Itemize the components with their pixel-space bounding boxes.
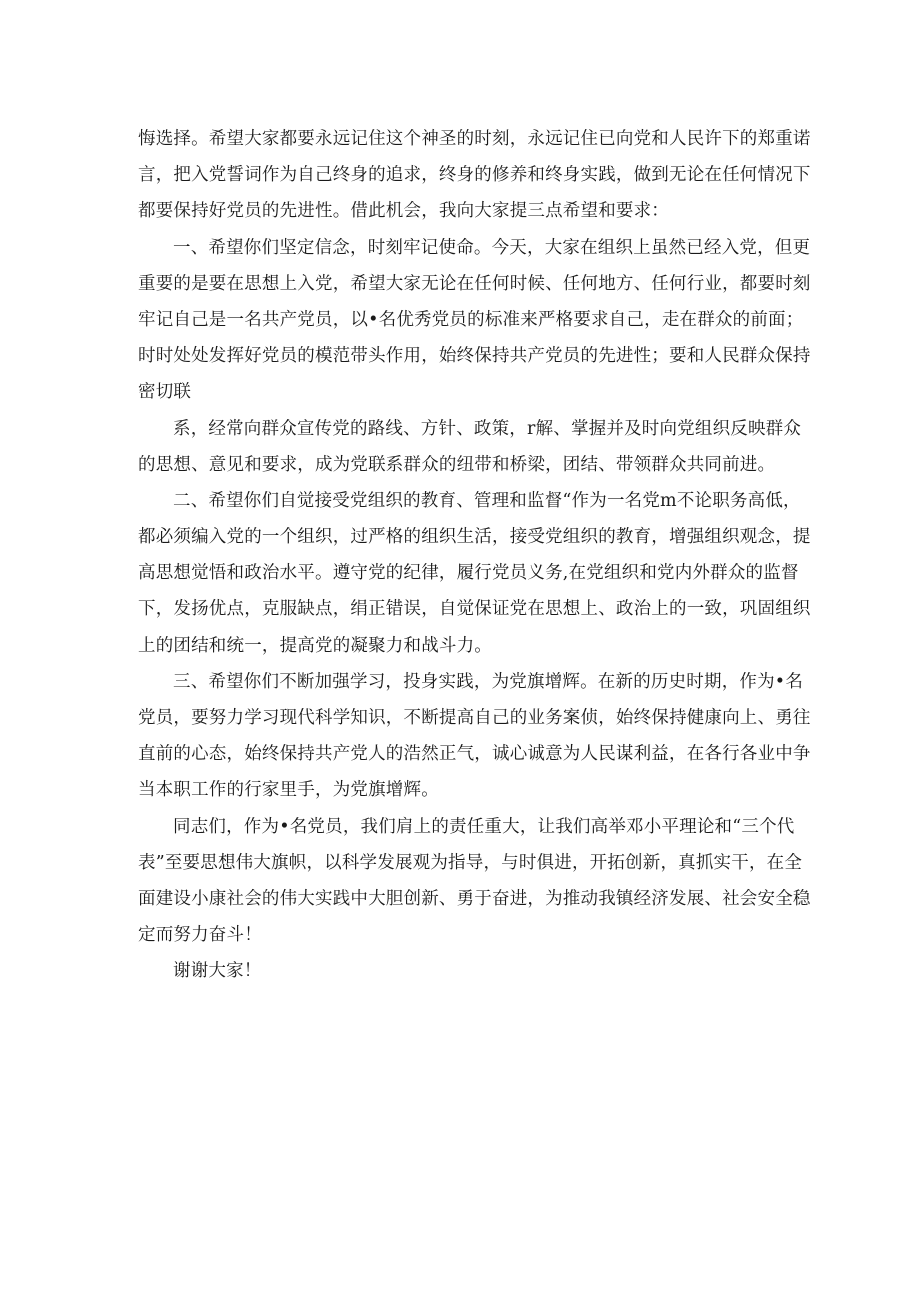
text-line: 党员，要努力学习现代科学知识，不断提高自己的业务案侦，始终保持健康向上、勇往 [138, 708, 811, 728]
paragraph-1-start: 一、希望你们坚定信念，时刻牢记使命。今天，大家在组织上虽然已经入党，但更 [173, 237, 811, 258]
text-line: 当本职工作的行家里手，为党旗增辉。 [138, 780, 439, 801]
text-line: 都必须编入党的一个组织，过严格的组织生活，接受党组织的教育，增强组织观念，提 [138, 527, 811, 548]
paragraph-continuation-start: 系，经常向群众宣传党的路线、方针、政策，r解、掌握并及时向党组织反映群众 [173, 418, 802, 439]
thanks-line: 谢谢大家！ [173, 961, 262, 982]
text-line: 定而努力奋斗！ [138, 925, 262, 946]
text-line: 上的团结和统一，提高党的凝聚力和战斗力。 [138, 635, 492, 656]
text-line: 高思想觉悟和政治水平。遵守党的纪律，履行党员义务,在党组织和党内外群众的监督 [138, 563, 799, 584]
text-line: 重要的是要在思想上入党，希望大家无论在任何时候、任何地方、任何行业，都要时刻 [138, 273, 811, 294]
text-line: 都要保持好党员的先进性。借此机会，我向大家提三点希望和要求： [138, 201, 669, 222]
text-line: 面建设小康社会的伟大实践中大胆创新、勇于奋进，为推动我镇经济发展、社会安全稳 [138, 888, 811, 909]
text-line: 表”至要思想伟大旗帜，以科学发展观为指导，与时俱进，开拓创新，真抓实干，在全 [138, 852, 803, 873]
closing-paragraph-start: 同志们，作为•名党员，我们肩上的责任重大，让我们高举邓小平理论和“三个代 [173, 816, 795, 837]
text-line: 密切联 [138, 382, 192, 403]
text-line: 牢记自己是一名共产党员，以•名优秀党员的标准来严格要求自己，走在群众的前面； [138, 309, 804, 330]
text-line: 的思想、意见和要求，成为党联系群众的纽带和桥梁，团结、带领群众共同前进。 [138, 454, 776, 475]
text-line: 直前的心态，始终保持共产党人的浩然正气，诚心诚意为人民谋利益，在各行各业中争 [138, 744, 811, 765]
text-line: 时时处处发挥好党员的模范带头作用，始终保持共产党员的先进性；要和人民群众保持 [138, 346, 811, 367]
text-line: 悔选择。希望大家都要永远记住这个神圣的时刻，永远记住已向党和人民许下的郑重诺 [138, 129, 811, 149]
text-line: 言，把入党誓词作为自己终身的追求，终身的修养和终身实践，做到无论在任何情况下 [138, 165, 811, 186]
paragraph-2-start: 二、希望你们自觉接受党组织的教育、管理和监督“作为一名党m不论职务高低， [173, 490, 801, 511]
paragraph-3-start: 三、希望你们不断加强学习，投身实践，为党旗增辉。在新的历史时期，作为•名 [173, 671, 804, 692]
document-body [138, 121, 811, 990]
text-line: 下，发扬优点，克服缺点，绢正错误，自觉保证党在思想上、政治上的一致，巩固组织 [138, 599, 811, 620]
